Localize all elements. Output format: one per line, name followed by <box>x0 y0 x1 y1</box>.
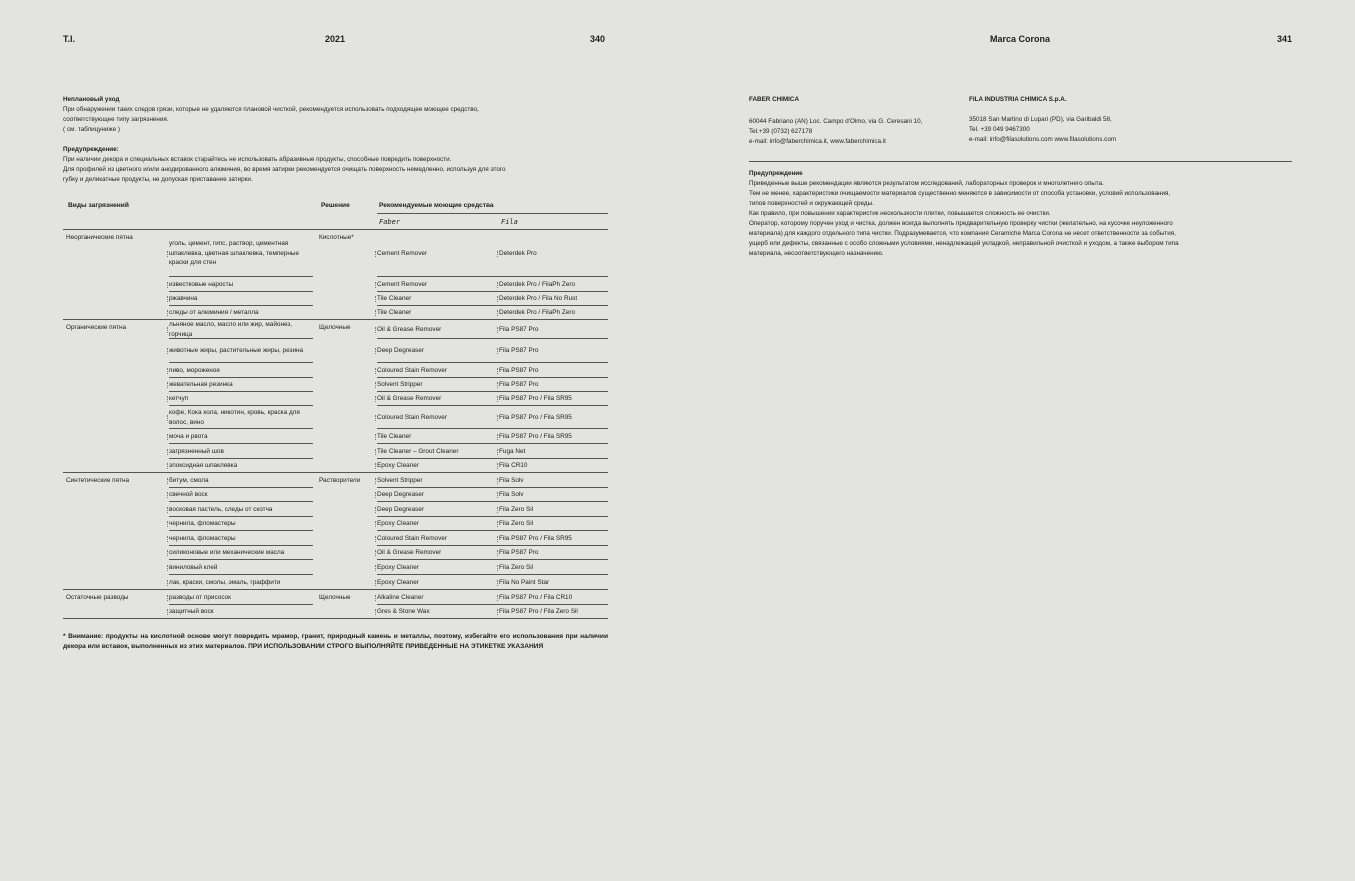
cell-divider-tick <box>497 251 500 257</box>
row-fila-product: Fila PS87 Pro <box>499 549 539 557</box>
divider <box>749 161 1292 162</box>
row-stain: известковые наросты <box>169 280 234 288</box>
cell-divider-tick <box>167 327 170 333</box>
warning-left-title: Предупреждение: <box>63 146 119 153</box>
cell-divider-tick <box>167 310 170 316</box>
row-faber-product: Solvent Stripper <box>377 476 423 484</box>
warning-left-line: губку и деликатные продукты, не допуская приставание затирки. <box>63 176 253 183</box>
unplanned-line: соответствующее типу загрязнения. <box>63 116 169 123</box>
row-stain: свечной воск <box>169 491 208 499</box>
cell-divider-tick <box>375 478 378 484</box>
footnote: * Внимание: продукты на кислотной основе могут повредить мрамор, гранит, природный камень и металлы, поэтому, избегайте его использования при наличии декора или вставок, выполненных из этих материалов. ПРИ ИСПОЛЬЗОВАНИИ СТРОГО ВЫПОЛНЯЙТЕ ПРИВЕДЕННЫЕ НА ЭТИКЕТКЕ УКАЗАНИЯ <box>63 633 608 650</box>
row-stain: защитный воск <box>169 608 214 616</box>
row-fila-product: Deterdek Pro / FilaPh Zero <box>499 280 576 288</box>
cell-divider-tick <box>497 310 500 316</box>
cell-divider-tick <box>497 434 500 440</box>
row-stain: пиво, мороженое <box>169 366 220 374</box>
row-fila-product: Fila PS87 Pro / Fila SR95 <box>499 534 572 542</box>
row-faber-product: Tile Cleaner <box>377 295 412 303</box>
cell-divider-tick <box>497 609 500 615</box>
faber-line: e-mail: info@faberchimica.it, www.faberchimica.it <box>749 138 886 145</box>
table-row <box>63 277 608 292</box>
row-fila-product: Fila CR10 <box>499 462 528 470</box>
header-underline <box>377 213 608 214</box>
row-fila-product: Fuga Net <box>499 447 526 455</box>
warning-right-title: Предупреждение <box>749 170 803 177</box>
row-rule <box>63 618 608 619</box>
row-faber-product: Oil & Grease Remover <box>377 325 442 333</box>
row-stain: животные жиры, растительные жиры, резина <box>169 347 304 355</box>
cell-divider-tick <box>375 449 378 455</box>
warning-left-line: При наличии декора и специальных вставок старайтесь не использовать абразивные продукты, способные повредить поверхности. <box>63 156 452 163</box>
row-faber-product: Alkaline Cleaner <box>377 593 424 601</box>
header-rule <box>63 229 608 230</box>
row-fila-product: Fila No Paint Star <box>499 578 550 586</box>
cell-divider-tick <box>375 463 378 469</box>
faber-line: Tel.+39 (0732) 627178 <box>749 128 813 135</box>
cell-divider-tick <box>497 282 500 288</box>
cell-divider-tick <box>497 449 500 455</box>
unplanned-line: ( см. таблицуниже ) <box>63 126 120 133</box>
cell-divider-tick <box>375 282 378 288</box>
table-row <box>63 429 608 444</box>
cell-divider-tick <box>375 609 378 615</box>
cell-divider-tick <box>497 296 500 302</box>
cell-divider-tick <box>497 368 500 374</box>
row-fila-product: Fila Solv <box>499 476 524 484</box>
cell-divider-tick <box>497 492 500 498</box>
row-faber-product: Epoxy Cleaner <box>377 563 419 571</box>
row-fila-product: Fila PS87 Pro / Fila SR95 <box>499 395 572 403</box>
table-header-stain: Виды загрязнений <box>68 202 129 209</box>
row-fila-product: Fila PS87 Pro / Fila SR95 <box>499 413 572 421</box>
fila-line: 35018 San Martino di Lupari (PD), via Garibaldi 58, <box>969 116 1112 123</box>
row-stain: восковая пастель, следы от скотча <box>169 505 273 513</box>
table-row <box>63 517 608 531</box>
row-stain: лак, краски, смолы, эмаль, граффити <box>169 578 281 586</box>
table-row <box>63 444 608 459</box>
row-faber-product: Oil & Grease Remover <box>377 395 442 403</box>
cell-divider-tick <box>497 565 500 571</box>
fila-line: e-mail: info@filasolutions.com www.filasolutions.com <box>969 136 1117 143</box>
cell-divider-tick <box>497 580 500 586</box>
warning-left-section <box>63 145 608 185</box>
header-year: 2021 <box>325 34 346 44</box>
row-fila-product: Deterdek Pro <box>499 249 537 257</box>
unplanned-title: Неплановый уход <box>63 96 120 103</box>
cell-divider-tick <box>375 251 378 257</box>
row-fila-product: Fila Zero Sil <box>499 505 534 513</box>
table-row <box>63 560 608 575</box>
header-left-title: T.I. <box>63 34 76 44</box>
cell-divider-tick <box>497 463 500 469</box>
row-faber-product: Deep Degreaser <box>377 347 424 355</box>
fila-line: Tel. +39 049 9467300 <box>969 126 1030 133</box>
faber-contact <box>749 95 964 147</box>
row-faber-product: Tile Cleaner <box>377 309 412 317</box>
row-faber-product: Gres & Stone Wax <box>377 608 430 616</box>
row-faber-product: Coloured Stain Remover <box>377 413 447 421</box>
cell-divider-tick <box>375 327 378 333</box>
table-header-fila: Fila <box>501 218 518 226</box>
warning-right-line: материала) для каждого отдельного типа чистки. Подразумевается, что компания Ceramiche Marca Corona не несет ответственности за события, <box>749 230 1176 237</box>
table-row <box>63 590 608 605</box>
cell-divider-tick <box>167 348 170 354</box>
cell-divider-tick <box>375 521 378 527</box>
warning-right-section <box>749 169 1294 259</box>
row-stain: загрязненный шов <box>169 447 224 455</box>
row-faber-product: Deep Degreaser <box>377 505 424 513</box>
table-row <box>63 406 608 429</box>
row-stain: кофе, Кока кола, никотин, кровь, краска для волос, вино <box>169 409 300 426</box>
row-faber-product: Cement Remover <box>377 280 428 288</box>
row-category <box>66 339 166 366</box>
row-faber-product: Coloured Stain Remover <box>377 366 447 374</box>
row-solution <box>319 605 375 622</box>
cell-divider-tick <box>167 609 170 615</box>
row-solution <box>319 339 375 366</box>
row-faber-product: Epoxy Cleaner <box>377 578 419 586</box>
row-stain: виниловый клей <box>169 563 218 571</box>
cell-divider-tick <box>167 492 170 498</box>
cell-divider-tick <box>375 434 378 440</box>
row-fila-product: Fila Solv <box>499 491 524 499</box>
warning-right-line: материала, несоответствующего назначению. <box>749 250 884 257</box>
row-stain: льняное масло, масло или жир, майонез, горчица <box>169 321 293 338</box>
row-faber-product: Epoxy Cleaner <box>377 462 419 470</box>
cell-divider-tick <box>375 296 378 302</box>
row-stain: битум, смола <box>169 476 209 484</box>
warning-right-line: типов поверхностей и окружающей среды. <box>749 200 874 207</box>
row-category <box>66 605 166 622</box>
row-solution: Щелочные <box>319 594 351 601</box>
cell-divider-tick <box>167 595 170 601</box>
cell-divider-tick <box>167 251 170 257</box>
faber-title: FABER CHIMICA <box>749 96 800 103</box>
cell-divider-tick <box>167 296 170 302</box>
row-faber-product: Coloured Stain Remover <box>377 534 447 542</box>
table-row <box>63 378 608 392</box>
cell-divider-tick <box>497 521 500 527</box>
table-row <box>63 320 608 339</box>
row-fila-product: Fila PS87 Pro / Fila SR95 <box>499 432 572 440</box>
cell-divider-tick <box>375 310 378 316</box>
cell-divider-tick <box>375 396 378 402</box>
row-solution: Кислотные* <box>319 234 354 241</box>
cell-divider-tick <box>375 492 378 498</box>
page-number-right: 341 <box>1277 34 1293 44</box>
table-row <box>63 306 608 320</box>
fila-title: FILA INDUSTRIA CHIMICA S.p.A. <box>969 96 1067 103</box>
row-stain: ржавчина <box>169 295 198 303</box>
warning-right-line: Как правило, при повышении характеристик нескользкости плитки, повышается сложность ее очистки. <box>749 210 1051 217</box>
cell-divider-tick <box>497 396 500 402</box>
cell-divider-tick <box>375 565 378 571</box>
cell-divider-tick <box>375 580 378 586</box>
cell-divider-tick <box>167 550 170 556</box>
table-row <box>63 392 608 406</box>
warning-right-line: Оператор, которому поручен уход и чистка, должен всегда выполнять предварительную проверку чистки (желательно, на кусочке неуложенного <box>749 220 1173 227</box>
table-header-solution: Решение <box>321 202 350 209</box>
cell-divider-tick <box>167 565 170 571</box>
warning-right-line: Приведенные выше рекомендации являются результатом исследований, лабораторных проверок и многолетнего опыта. <box>749 180 1104 187</box>
page-number-left: 340 <box>590 34 606 44</box>
table-header-products: Рекомендуемые моющие средства <box>379 202 494 209</box>
faber-line: 60044 Fabriano (AN) Loc. Campo d'Olmo, via G. Ceresani 10, <box>749 118 923 125</box>
cell-divider-tick <box>375 595 378 601</box>
cell-divider-tick <box>167 282 170 288</box>
table-row <box>63 546 608 560</box>
cell-divider-tick <box>167 382 170 388</box>
cell-divider-tick <box>375 536 378 542</box>
row-solution: Растворители <box>319 477 361 484</box>
cell-divider-tick <box>167 507 170 513</box>
row-faber-product: Epoxy Cleaner <box>377 520 419 528</box>
row-fila-product: Fila PS87 Pro / Fila Zero Sil <box>499 608 578 616</box>
cell-divider-tick <box>497 327 500 333</box>
table-row <box>63 473 608 488</box>
cell-divider-tick <box>167 434 170 440</box>
table-row <box>63 339 608 363</box>
cell-divider-tick <box>375 382 378 388</box>
cell-divider-tick <box>497 507 500 513</box>
cell-divider-tick <box>497 595 500 601</box>
cell-divider-tick <box>167 536 170 542</box>
unplanned-section <box>63 95 608 135</box>
row-stain: эпоксидная шпаклевка <box>169 462 238 470</box>
fila-contact <box>969 95 1229 145</box>
cell-divider-tick <box>167 449 170 455</box>
row-faber-product: Solvent Stripper <box>377 381 423 389</box>
row-fila-product: Fila Zero Sil <box>499 520 534 528</box>
cell-divider-tick <box>167 415 170 421</box>
row-fila-product: Fila PS87 Pro <box>499 366 539 374</box>
cell-divider-tick <box>375 415 378 421</box>
row-fila-product: Fila PS87 Pro <box>499 325 539 333</box>
warning-right-line: Тем не менее, характеристики очищаемости материалов существенно меняются в зависимости от способа установки, условий использования, <box>749 190 1171 197</box>
row-fila-product: Deterdek Pro / Fila No Rust <box>499 295 578 303</box>
table-row <box>63 292 608 306</box>
row-stain: моча и рвота <box>169 432 208 440</box>
row-faber-product: Cement Remover <box>377 249 428 257</box>
cell-divider-tick <box>497 348 500 354</box>
row-category: Органические пятна <box>66 324 127 331</box>
table-row <box>63 605 608 619</box>
cell-divider-tick <box>375 550 378 556</box>
row-category: Синтетические пятна <box>66 477 130 484</box>
cell-divider-tick <box>167 463 170 469</box>
row-fila-product: Fila PS87 Pro / Fila CR10 <box>499 593 573 601</box>
row-fila-product: Fila Zero Sil <box>499 563 534 571</box>
warning-left-line: Для профилей из цветного и/или анодированного алюминия, во время затирки рекомендуется очищать поверхность немедленно, используя для этого <box>63 166 506 173</box>
cell-divider-tick <box>375 507 378 513</box>
row-stain: силиконовые или механические масла <box>169 549 285 557</box>
row-faber-product: Deep Degreaser <box>377 491 424 499</box>
cell-divider-tick <box>167 580 170 586</box>
table-header-faber: Faber <box>379 218 401 226</box>
row-faber-product: Tile Cleaner <box>377 432 412 440</box>
row-stain: кетчуп <box>169 395 189 403</box>
cell-divider-tick <box>167 478 170 484</box>
table-row <box>63 363 608 378</box>
row-stain: следы от алюминия / металла <box>169 309 259 317</box>
cell-divider-tick <box>497 536 500 542</box>
table-row <box>63 230 608 277</box>
row-fila-product: Fila PS87 Pro <box>499 381 539 389</box>
cell-divider-tick <box>497 550 500 556</box>
row-solution: Щелочные <box>319 324 351 331</box>
table-row <box>63 488 608 502</box>
row-fila-product: Fila PS87 Pro <box>499 347 539 355</box>
cell-divider-tick <box>497 478 500 484</box>
cell-divider-tick <box>375 348 378 354</box>
row-category: Неорганические пятна <box>66 234 133 241</box>
cell-divider-tick <box>497 415 500 421</box>
row-stain: разводы от присосок <box>169 593 231 601</box>
cell-divider-tick <box>375 368 378 374</box>
row-category: Остаточные разводы <box>66 594 129 601</box>
header-brand: Marca Corona <box>990 34 1051 44</box>
table-row <box>63 459 608 473</box>
cell-divider-tick <box>167 368 170 374</box>
row-stain: чернила, фломастеры <box>169 520 236 528</box>
row-faber-product: Tile Cleaner – Grout Cleaner <box>377 447 459 455</box>
table-row <box>63 575 608 590</box>
row-stain: жевательная резинка <box>169 381 233 389</box>
table-row <box>63 531 608 546</box>
cell-divider-tick <box>167 396 170 402</box>
table-row <box>63 502 608 517</box>
unplanned-line: При обнаружении таких следов грязи, которые не удаляются плановой чисткой, рекомендуется использовать подходящее моющее средство, <box>63 106 479 113</box>
cell-divider-tick <box>497 382 500 388</box>
row-faber-product: Oil & Grease Remover <box>377 549 442 557</box>
row-fila-product: Deterdek Pro / FilaPh Zero <box>499 309 576 317</box>
cell-divider-tick <box>167 521 170 527</box>
row-stain: уголь, цемент, гипс, раствор, цементная шпаклевка, цветная шпаклевка, темперные краски для стен <box>169 240 300 267</box>
warning-right-line: ущерб или дефекты, связанные с особо сложными условиями, ненадлежащей укладкой, неправильной очисткой и уходом, а также выбором типа <box>749 240 1179 247</box>
row-stain: чернила, фломастеры <box>169 534 236 542</box>
